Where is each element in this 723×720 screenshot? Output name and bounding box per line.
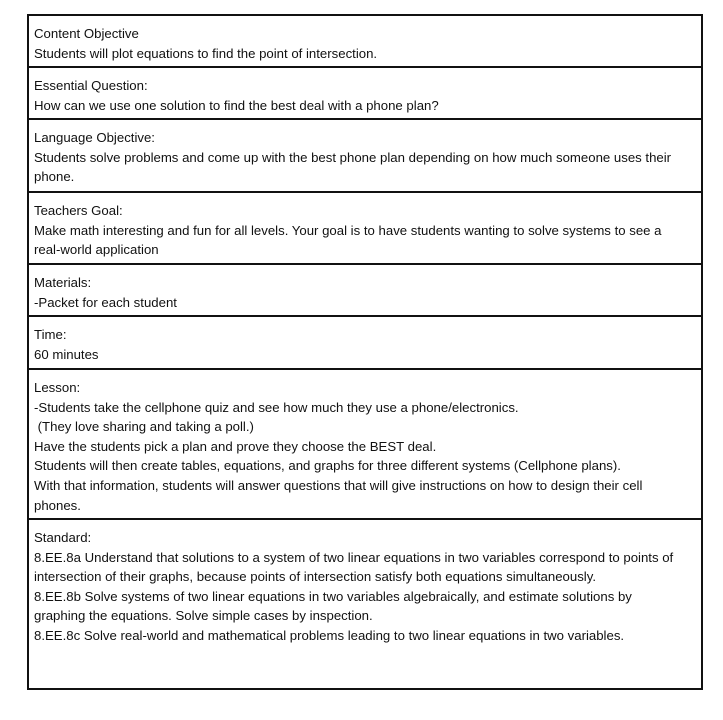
section-text: intersection of their graphs, because points of intersection satisfy both equations simultaneously. xyxy=(34,569,597,585)
section-text: With that information, students will answer questions that will give instructions on how to design their cell xyxy=(34,477,643,493)
section-label: Time: xyxy=(34,327,67,342)
section-text: 8.EE.8b Solve systems of two linear equations in two variables algebraically, and estimate solutions by xyxy=(34,588,632,604)
section-text: -Students take the cellphone quiz and see how much they use a phone/electronics. xyxy=(34,399,519,415)
section-lesson xyxy=(29,370,701,520)
section-standard xyxy=(29,520,701,688)
section-text: 8.EE.8c Solve real-world and mathematical problems leading to two linear equations in two variables. xyxy=(34,627,625,643)
section-text: phones. xyxy=(34,497,81,513)
section-content-objective xyxy=(29,16,701,68)
section-teachers-goal xyxy=(29,193,701,265)
section-text: Students will then create tables, equations, and graphs for three different systems (Cellphone plans). xyxy=(34,458,621,474)
section-text: 60 minutes xyxy=(34,346,99,362)
section-text: -Packet for each student xyxy=(34,294,177,310)
section-text: Students will plot equations to find the point of intersection. xyxy=(34,45,378,61)
section-text: Students solve problems and come up with the best phone plan depending on how much someone uses their xyxy=(34,149,672,165)
section-label: Standard: xyxy=(34,530,92,545)
section-label: Lesson: xyxy=(34,380,81,395)
section-text: 8.EE.8a Understand that solutions to a system of two linear equations in two variables correspond to points of xyxy=(34,549,674,565)
section-text: Have the students pick a plan and prove they choose the BEST deal. xyxy=(34,438,437,454)
section-text: How can we use one solution to find the best deal with a phone plan? xyxy=(34,97,439,113)
section-label: Materials: xyxy=(34,275,92,290)
section-language-objective xyxy=(29,120,701,193)
section-label: Language Objective: xyxy=(34,130,155,145)
section-text: Make math interesting and fun for all levels. Your goal is to have students wanting to solve systems to see a xyxy=(34,222,662,238)
section-label: Teachers Goal: xyxy=(34,203,123,218)
section-label: Essential Question: xyxy=(34,78,148,93)
section-materials xyxy=(29,265,701,317)
section-time xyxy=(29,317,701,370)
section-label: Content Objective xyxy=(34,26,139,41)
section-text: real-world application xyxy=(34,242,159,258)
lesson-plan-table xyxy=(27,14,703,690)
section-text: graphing the equations. Solve simple cases by inspection. xyxy=(34,608,373,624)
section-essential-question xyxy=(29,68,701,120)
section-text: (They love sharing and taking a poll.) xyxy=(34,419,254,435)
section-text: phone. xyxy=(34,169,75,185)
